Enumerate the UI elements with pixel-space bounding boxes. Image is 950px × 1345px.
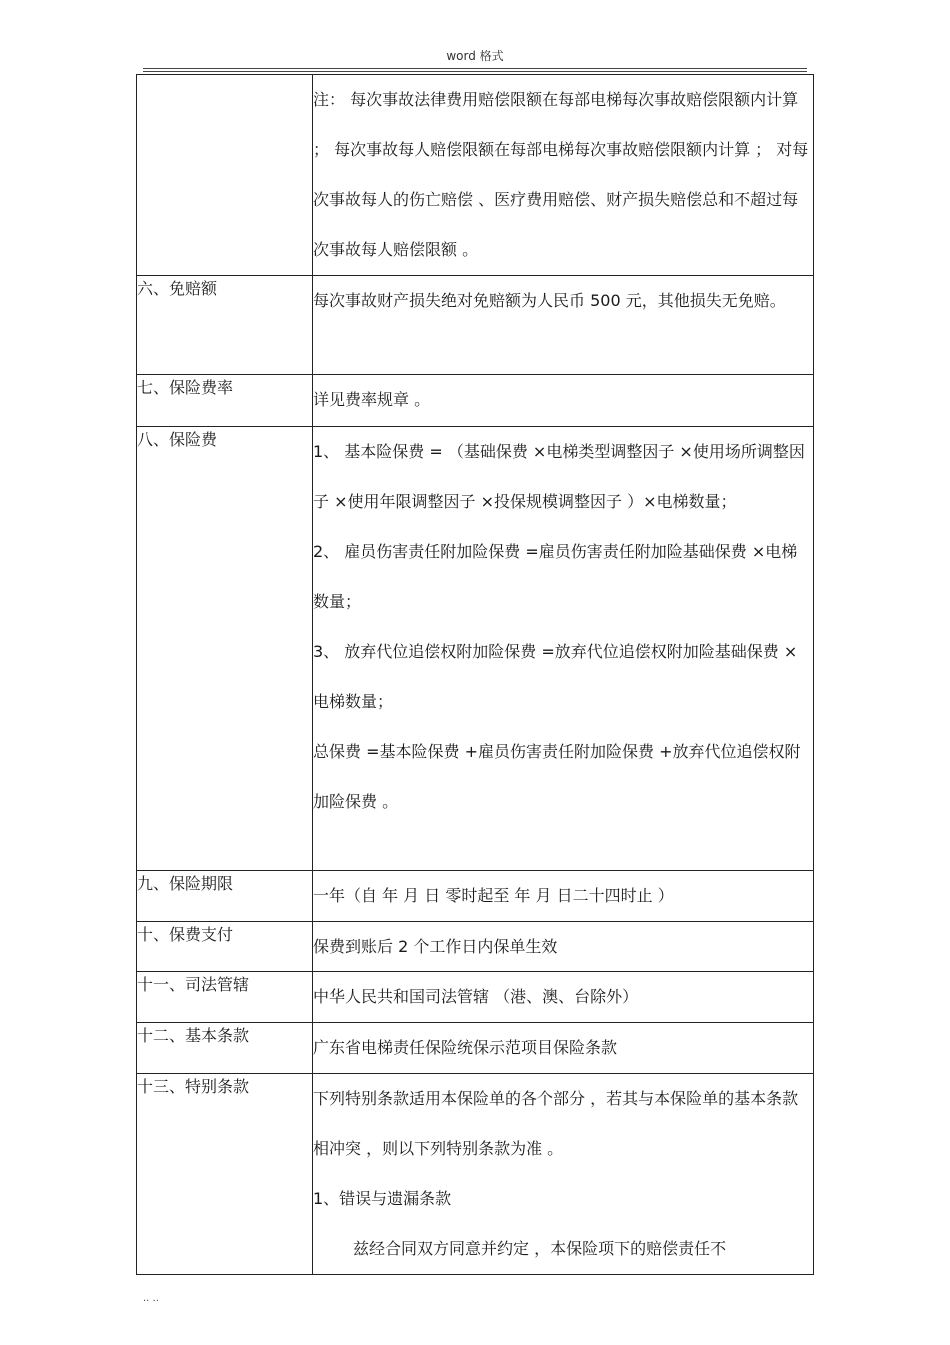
row-content (313, 427, 814, 871)
table-row (137, 871, 814, 922)
content-paragraph: 每次事故财产损失绝对免赔额为人民币 500 元，其他损失无免赔。 (313, 291, 786, 310)
content-paragraph: 广东省电梯责任保险统保示范项目保险条款 (313, 1038, 618, 1057)
header-rule (143, 68, 807, 69)
row-content (313, 922, 814, 972)
row-label: 七、保险费率 (137, 375, 313, 427)
page-footer: .. .. (143, 1293, 159, 1304)
header-rule (143, 71, 807, 72)
table-row (137, 75, 814, 276)
table-row (137, 1074, 814, 1275)
content-paragraph: 中华人民共和国司法管辖 （港、澳、台除外） (313, 987, 639, 1006)
row-label: 十二、基本条款 (137, 1023, 313, 1074)
row-content (313, 75, 814, 276)
row-label (137, 75, 313, 276)
policy-table (136, 74, 814, 1275)
page-header-title: word 格式 (446, 49, 504, 63)
row-content (313, 276, 814, 375)
content-paragraph: 详见费率规章 。 (313, 390, 431, 409)
row-label: 八、保险费 (137, 427, 313, 871)
row-label: 十一、司法管辖 (137, 972, 313, 1023)
row-content (313, 375, 814, 427)
table-row (137, 922, 814, 972)
row-content (313, 871, 814, 922)
row-label: 十三、特别条款 (137, 1074, 313, 1275)
row-label: 六、免赔额 (137, 276, 313, 375)
table-row (137, 276, 814, 375)
content-paragraph: 下列特别条款适用本保险单的各个部分 ，若其与本保险单的基本条款相冲突 ，则以下列特别条款为准 。 (313, 1089, 799, 1158)
content-paragraph: 一年（自 年 月 日 零时起至 年 月 日二十四时止 ） (313, 886, 674, 905)
content-paragraph: 保费到账后 2 个工作日内保单生效 (313, 937, 558, 956)
table-row (137, 1023, 814, 1074)
content-paragraph: 1、错误与遗漏条款 (313, 1189, 452, 1208)
row-content (313, 972, 814, 1023)
row-content (313, 1023, 814, 1074)
table-row (137, 427, 814, 871)
content-paragraph: 1、 基本险保费 = （基础保费 ×电梯类型调整因子 ×使用场所调整因子 ×使用年限调整因子 ×投保规模调整因子 ）×电梯数量； (313, 442, 805, 511)
content-paragraph: 3、 放弃代位追偿权附加险保费 =放弃代位追偿权附加险基础保费 ×电梯数量； (313, 642, 798, 711)
content-paragraph: 2、 雇员伤害责任附加险保费 =雇员伤害责任附加险基础保费 ×电梯数量； (313, 542, 798, 611)
table-row (137, 972, 814, 1023)
content-paragraph: 总保费 =基本险保费 +雇员伤害责任附加险保费 +放弃代位追偿权附加险保费 。 (313, 742, 801, 811)
content-paragraph: 注： 每次事故法律费用赔偿限额在每部电梯每次事故赔偿限额内计算 ； 每次事故每人赔偿限额在每部电梯每次事故赔偿限额内计算 ； 对每次事故每人的伤亡赔偿 、医疗费用赔偿、财产损失赔偿总和不超过每次事故每人赔偿限额 。 (313, 90, 809, 259)
row-content (313, 1074, 814, 1275)
row-label: 九、保险期限 (137, 871, 313, 922)
content-paragraph: 兹经合同双方同意并约定 ，本保险项下的赔偿责任不 (353, 1239, 727, 1258)
table-row (137, 375, 814, 427)
row-label: 十、保费支付 (137, 922, 313, 972)
